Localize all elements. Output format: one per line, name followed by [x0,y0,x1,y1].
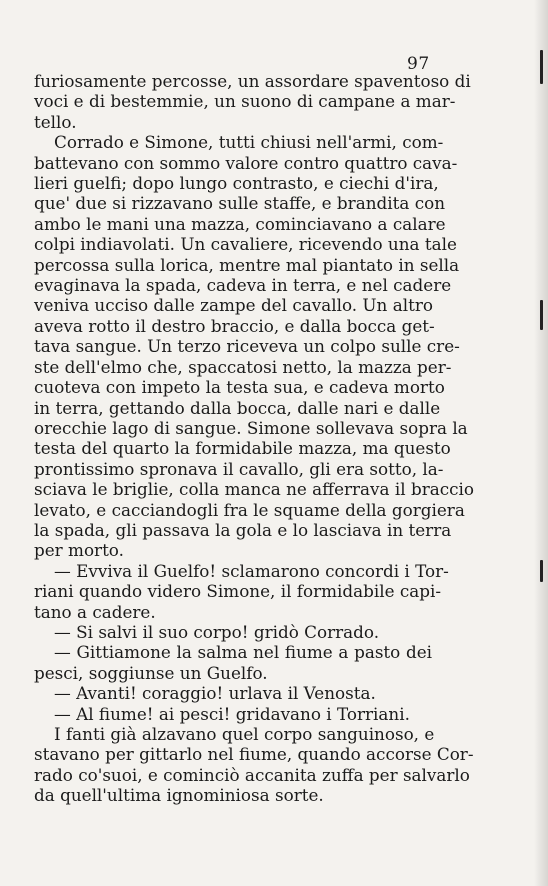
text-line: rado co'suoi, e cominciò accanita zuffa per salvarlo [34,764,470,785]
text-line: riani quando videro Simone, il formidabile capi- [34,581,442,602]
text-line: tello. [34,111,77,132]
text-line: tava sangue. Un terzo riceveva un colpo sulle cre- [34,336,460,357]
text-line: da quell'ultima ignominiosa sorte. [34,785,324,806]
text-line: tano a cadere. [34,601,156,622]
text-line: levato, e cacciandogli fra le squame della gorgiera [34,499,465,520]
text-line: prontissimo spronava il cavallo, gli era sotto, la- [34,458,444,479]
text-line: furiosamente percosse, un assordare spaventoso di [34,71,471,91]
text-line: percossa sulla lorica, mentre mal piantato in sella [34,254,460,275]
text-line: la spada, gli passava la gola e lo lasciava in terra [34,519,452,540]
text-line: colpi indiavolati. Un cavaliere, ricevendo una tale [34,234,457,255]
text-line: que' due si rizzavano sulle staffe, e brandita con [34,193,446,214]
text-line: pesci, soggiunse un Guelfo. [34,662,268,683]
page-edge-mark [540,50,543,84]
text-line: ambo le mani una mazza, cominciavano a calare [34,213,446,234]
text-line: in terra, gettando dalla bocca, dalle nari e dalle [34,397,441,418]
body-text [34,71,474,806]
text-line: cuoteva con impeto la testa sua, e cadeva morto [34,377,445,398]
text-line: battevano con sommo valore contro quattro cava- [34,152,458,173]
text-line: aveva rotto il destro braccio, e dalla bocca get- [34,315,435,336]
text-line: — Al fiume! ai pesci! gridavano i Torriani. [54,703,410,724]
text-line: per morto. [34,540,124,561]
text-line: — Gittiamone la salma nel fiume a pasto dei [54,642,432,663]
page-number: 97 [407,54,430,74]
text-line: Corrado e Simone, tutti chiusi nell'armi, com- [54,132,444,153]
text-line: sciava le briglie, colla manca ne afferrava il braccio [34,479,474,500]
text-line: veniva ucciso dalle zampe del cavallo. Un altro [34,295,433,316]
text-line: orecchie lago di sangue. Simone sollevava sopra la [34,417,468,438]
page-edge-shadow [534,0,548,886]
text-line: I fanti già alzavano quel corpo sanguinoso, e [54,724,435,744]
text-line: evaginava la spada, cadeva in terra, e nel cadere [34,275,452,296]
text-line: — Si salvi il suo corpo! gridò Corrado. [54,621,380,642]
text-line: ste dell'elmo che, spaccatosi netto, la mazza per- [34,356,452,377]
text-line: — Evviva il Guelfo! sclamarono concordi i Tor- [54,560,449,581]
page-edge-mark [540,300,543,330]
text-line: stavano per gittarlo nel fiume, quando accorse Cor- [34,744,474,765]
text-line: testa del quarto la formidabile mazza, ma questo [34,438,451,459]
text-line: lieri guelfi; dopo lungo contrasto, e ciechi d'ira, [34,173,439,194]
text-line: — Avanti! coraggio! urlava il Venosta. [54,683,376,704]
text-line: voci e di bestemmie, un suono di campane a mar- [34,91,456,112]
page-edge-mark [540,560,543,582]
